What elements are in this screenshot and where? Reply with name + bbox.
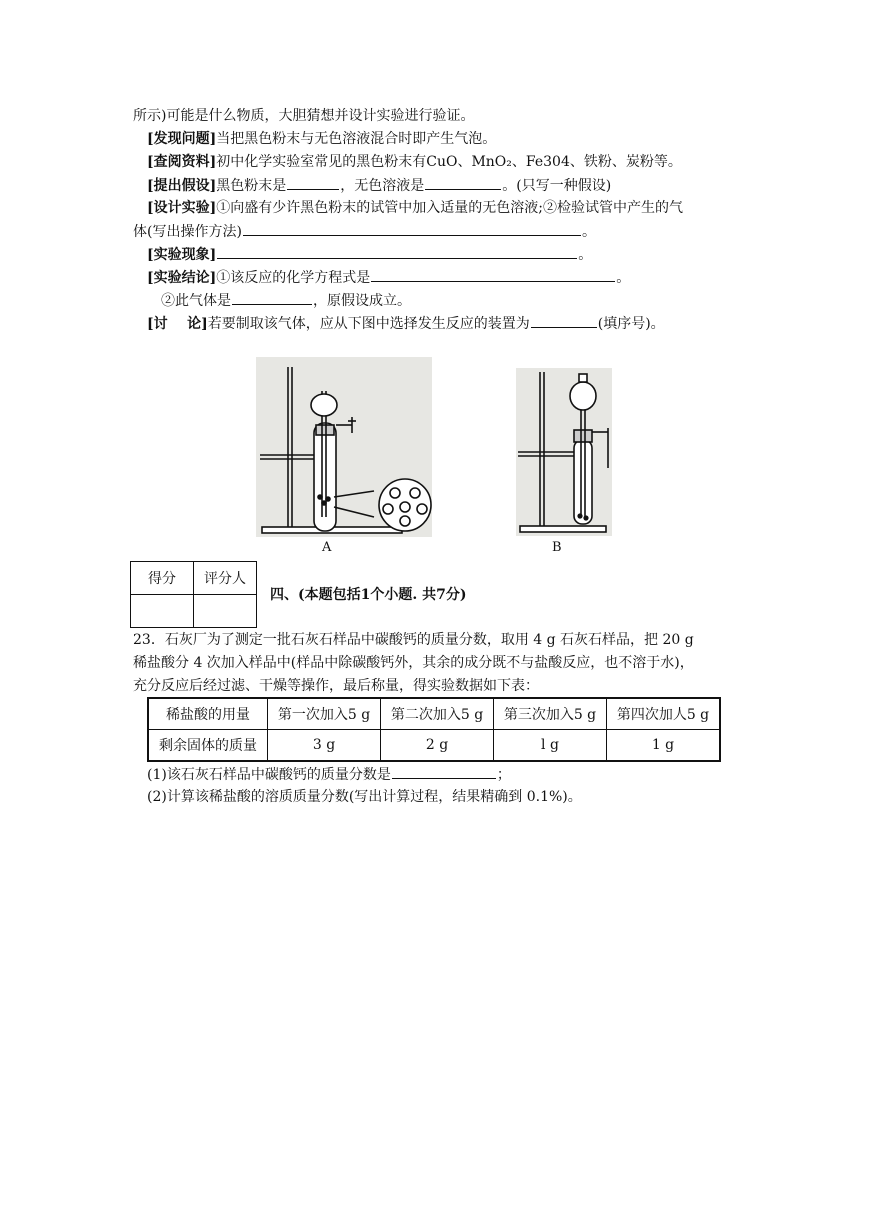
design-tag: [设计实验]: [147, 200, 217, 216]
table-cell: l g: [494, 730, 607, 762]
sub-question-1: [147, 764, 511, 785]
table-cell: 剩余固体的质量: [148, 730, 268, 762]
score-box: [130, 561, 257, 628]
sub-question-2: (2)计算该稀盐酸的溶质质量分数(写出计算过程，结果精确到 0.1%)。: [147, 789, 582, 805]
apparatus-a-drawing: [256, 357, 432, 537]
discussion: [147, 313, 665, 334]
lookup-text: 初中化学实验室常见的黑色粉末有CuO、MnO₂、Fe304、铁粉、炭粉等。: [216, 154, 682, 170]
conclusion-text1: ①该反应的化学方程式是: [216, 270, 371, 286]
conclusion-line2: [161, 290, 411, 311]
table-cell: 稀盐酸的用量: [148, 698, 268, 730]
q23-line1: 23．石灰厂为了测定一批石灰石样品中碳酸钙的质量分数，取用 4 g 石灰石样品，把 20 g: [133, 632, 694, 648]
blank-mass-fraction[interactable]: [392, 764, 496, 779]
table-cell: 第四次加人5 g: [606, 698, 720, 730]
design-experiment: [147, 198, 683, 218]
conclusion: [147, 267, 630, 288]
lookup-tag: [查阅资料]: [147, 154, 217, 170]
apparatus-a-figure: [256, 357, 432, 537]
blank-colorless-solution[interactable]: [425, 175, 501, 190]
conclusion-tag: [实验结论]: [147, 270, 217, 286]
phenomenon-tag: [实验现象]: [147, 247, 217, 263]
conclusion-text3: ②此气体是: [161, 293, 231, 309]
table-cell: 第一次加入5 g: [268, 698, 381, 730]
q23-line3: 充分反应后经过滤、干燥等操作，最后称量，得实验数据如下表：: [133, 678, 539, 694]
table-cell: 第二次加入5 g: [381, 698, 494, 730]
table-cell: 第三次加入5 g: [494, 698, 607, 730]
apparatus-b-label: B: [552, 540, 562, 555]
q23-line2: 稀盐酸分 4 次加入样品中(样品中除碳酸钙外，其余的成分既不与盐酸反应，也不溶于水)，: [133, 655, 694, 671]
table-cell: 1 g: [606, 730, 720, 762]
table-row: [148, 730, 720, 762]
blank-operation-method[interactable]: [243, 221, 581, 236]
score-header: 得分: [131, 562, 194, 595]
grader-header: 评分人: [194, 562, 257, 595]
sub1-text: (1)该石灰石样品中碳酸钙的质量分数是: [147, 767, 391, 783]
section-title: 四、(本题包括1个小题. 共7分): [270, 587, 467, 603]
grader-cell[interactable]: [194, 595, 257, 628]
design-text2: 体(写出操作方法): [133, 224, 242, 240]
discuss-text1: 若要制取该气体，应从下图中选择发生反应的装置为: [207, 316, 530, 332]
blank-phenomenon[interactable]: [217, 244, 577, 259]
conclusion-text4: ，原假设成立。: [313, 293, 411, 309]
sub1-end: ；: [496, 767, 511, 783]
discover-tag: [发现问题]: [147, 131, 217, 147]
blank-apparatus[interactable]: [531, 313, 597, 328]
table-cell: 3 g: [268, 730, 381, 762]
design-text3: 。: [581, 224, 596, 240]
lookup-info: [147, 152, 682, 172]
design-text1: ①向盛有少许黑色粉末的试管中加入适量的无色溶液;②检验试管中产生的气: [216, 200, 683, 216]
table-cell: 2 g: [381, 730, 494, 762]
hypothesis-text2: ，无色溶液是: [340, 178, 425, 194]
apparatus-a-label: A: [322, 540, 332, 555]
hypothesis: [147, 175, 611, 196]
phenomenon: [147, 244, 592, 265]
hypothesis-text3: 。(只写一种假设): [502, 178, 612, 194]
conclusion-text2: 。: [616, 270, 631, 286]
apparatus-b-figure: [516, 368, 612, 536]
apparatus-b-drawing: [516, 368, 612, 536]
hypothesis-text1: 黑色粉末是: [216, 178, 287, 194]
discover-text: 当把黑色粉末与无色溶液混合时即产生气泡。: [216, 131, 497, 147]
discover-problem: [147, 129, 496, 149]
score-cell[interactable]: [131, 595, 194, 628]
discuss-text2: (填序号)。: [597, 316, 665, 332]
hypothesis-tag: [提出假设]: [147, 178, 217, 194]
discuss-tag: [讨 论]: [147, 316, 208, 332]
intro-line: 所示)可能是什么物质，大胆猜想并设计实验进行验证。: [133, 108, 475, 124]
blank-black-powder[interactable]: [287, 175, 339, 190]
data-table: [147, 697, 721, 762]
blank-equation[interactable]: [371, 267, 615, 282]
blank-gas-name[interactable]: [232, 290, 312, 305]
phenomenon-text: 。: [578, 247, 593, 263]
design-line2: [133, 221, 596, 242]
table-row: [148, 698, 720, 730]
